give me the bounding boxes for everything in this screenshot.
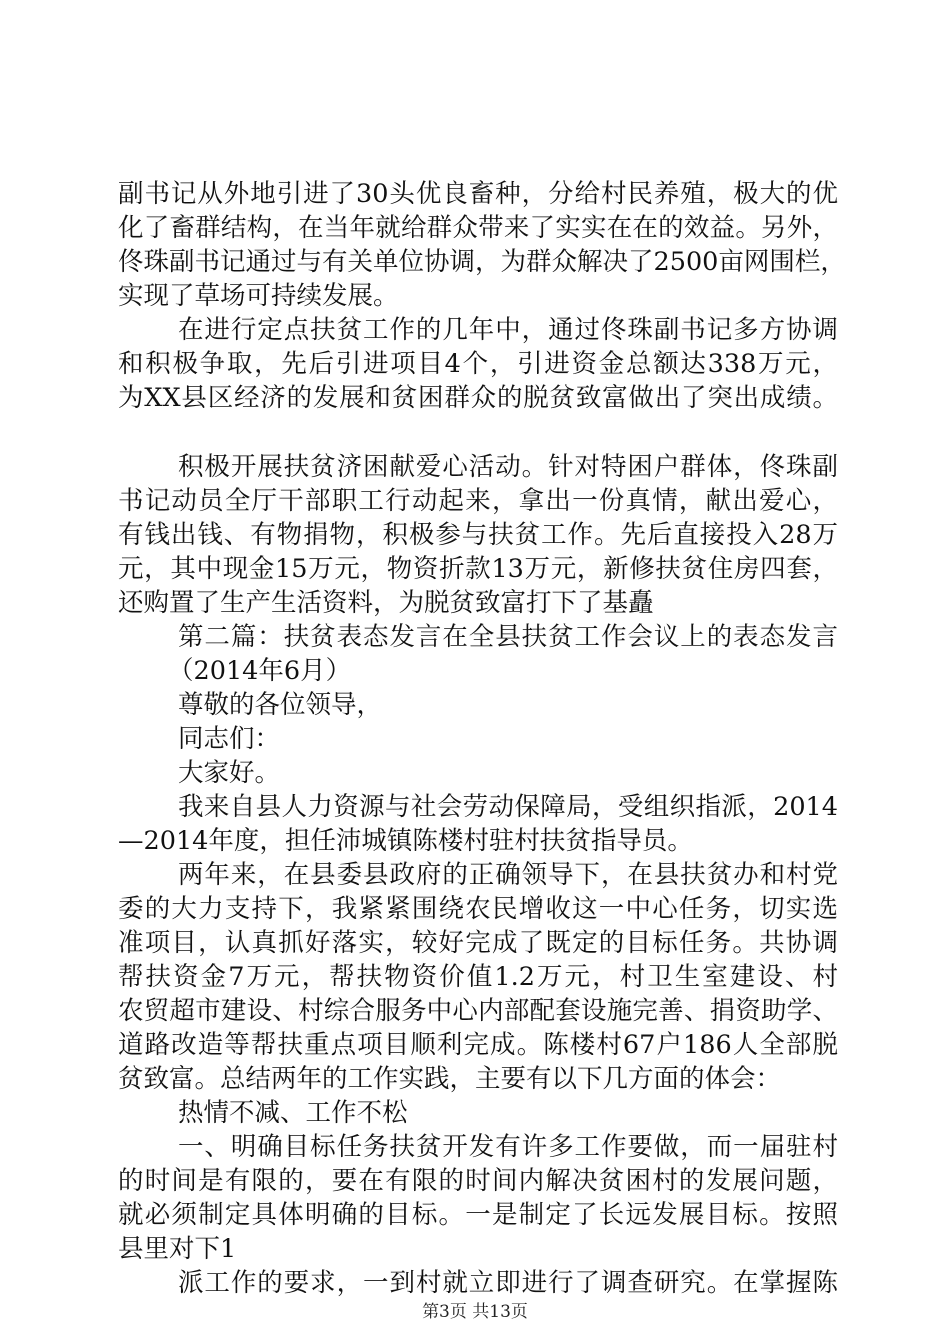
heading-date: （2014年6月） [168,656,352,686]
section-heading: 第二篇：扶贫表态发言在全县扶贫工作会议上的表态发言 [178,622,838,652]
text-line: 就必须制定具体明确的目标。一是制定了长远发展目标。按照 [118,1200,838,1230]
text-line: 元，其中现金15万元，物资折款13万元，新修扶贫住房四套， [118,554,838,584]
text-line: 和积极争取，先后引进项目4个，引进资金总额达338万元， [118,349,838,379]
text-line: 积极开展扶贫济困献爱心活动。针对特困户群体，佟珠副 [178,452,838,482]
text-line: 我来自县人力资源与社会劳动保障局，受组织指派，2014 [178,792,838,822]
text-line: 两年来，在县委县政府的正确领导下，在县扶贫办和村党 [178,860,838,890]
text-line: 派工作的要求，一到村就立即进行了调查研究。在掌握陈 [178,1268,838,1298]
text-line: 农贸超市建设、村综合服务中心内部配套设施完善、捐资助学、 [118,996,838,1026]
text-line: 在进行定点扶贫工作的几年中，通过佟珠副书记多方协调 [178,315,838,345]
text-line: 委的大力支持下，我紧紧围绕农民增收这一中心任务，切实选 [118,894,838,924]
text-line: 热情不减、工作不松 [178,1098,408,1128]
text-line: 实现了草场可持续发展。 [118,281,399,311]
greeting: 大家好。 [178,758,281,788]
text-line: 县里对下1 [118,1234,237,1264]
text-line: 有钱出钱、有物捐物，积极参与扶贫工作。先后直接投入28万 [118,520,838,550]
text-line: 书记动员全厅干部职工行动起来，拿出一份真情，献出爱心， [118,486,838,516]
text-line: 为XX县区经济的发展和贫困群众的脱贫致富做出了突出成绩。 [118,383,838,413]
page-number: 第3页 共13页 [422,1302,528,1322]
text-line: 还购置了生产生活资料，为脱贫致富打下了基矗 [118,588,654,618]
text-line: 佟珠副书记通过与有关单位协调，为群众解决了2500亩网围栏， [118,247,846,277]
text-line: 化了畜群结构，在当年就给群众带来了实实在在的效益。另外， [118,213,838,243]
text-line: 副书记从外地引进了30头优良畜种，分给村民养殖，极大的优 [118,179,838,209]
salutation: 尊敬的各位领导， [178,690,383,720]
text-line: 一、明确目标任务扶贫开发有许多工作要做，而一届驻村 [178,1132,838,1162]
salutation: 同志们： [178,724,281,754]
text-line: —2014年度，担任沛城镇陈楼村驻村扶贫指导员。 [118,826,693,856]
text-line: 道路改造等帮扶重点项目顺利完成。陈楼村67户186人全部脱 [118,1030,838,1060]
text-line: 的时间是有限的，要在有限的时间内解决贫困村的发展问题， [118,1166,838,1196]
text-line: 准项目，认真抓好落实，较好完成了既定的目标任务。共协调 [118,928,838,958]
text-line: 帮扶资金7万元，帮扶物资价值1.2万元，村卫生室建设、村 [118,962,838,992]
text-line: 贫致富。总结两年的工作实践，主要有以下几方面的体会： [118,1064,782,1094]
